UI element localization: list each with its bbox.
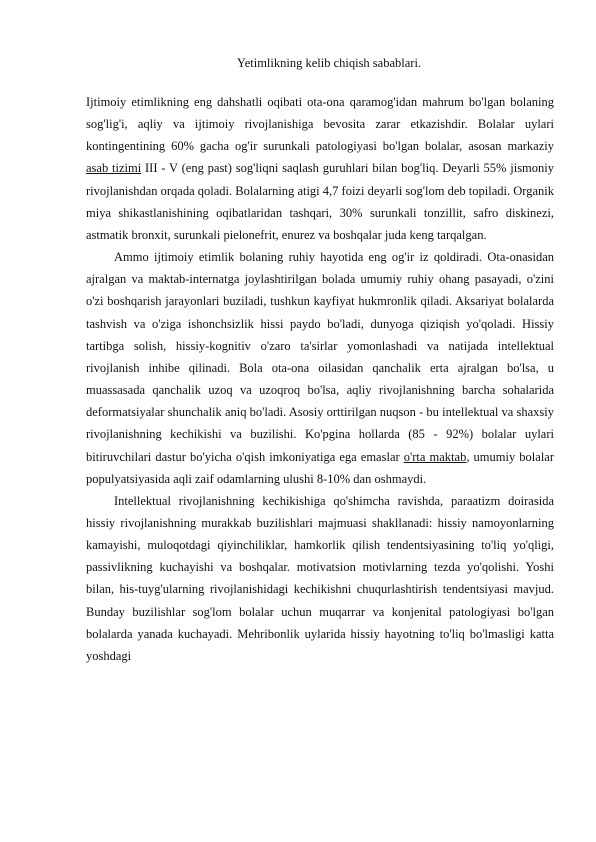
paragraph-text: , umumiy bolalar populyatsiyasida aqli zaif odamlarning ulushi 8-10% dan oshmaydi. (86, 449, 554, 486)
paragraph-1 (86, 91, 554, 246)
paragraph-text: III - V (eng past) sog'liqni saqlash guruhlari bilan bog'liq. Deyarli 55% jismoniy rivojlanishdan orqada qoladi. Bolalarning atigi 4,7 foizi deyarli sog'lom deb topiladi. Organik miya shikastlanishining oqibatlaridan tashqari, 30% surunkali tonzillit, safro diskinezi, astmatik bronxit, surunkali pielonefrit, enurez va boshqalar juda keng tarqalgan. (86, 161, 555, 242)
paragraph-text: Intellektual rivojlanishning kechikishiga qo'shimcha ravishda, paraatizm doirasida hissiy rivojlanishning murakkab buzilishlari majmuasi shakllanadi: hissiy namoyonlarning kamayishi, muloqotdagi qiyinchiliklar, hamkorlik qilish tendentsiyasining to'liq yo'qligi, passivlikning kuchayishi va boshqalar. motivatsion motivlarning tezda yo'qolishi. Yoshi bilan, his-tuyg'ularning rivojlanishidagi kechikishni chuqurlashtirish tendentsiyasi mavjud. Bunday buzilishlar sog'lom bolalar uchun muqarrar va konjenital patologiyasi bo'lgan bolalarda yanada kuchayadi. Mehribonlik uylarida hissiy hayotning to'liq bo'lmasligi katta yoshdagi (86, 493, 554, 663)
paragraph-3 (86, 490, 554, 667)
document-page (86, 52, 554, 667)
paragraph-text: Ijtimoiy etimlikning eng dahshatli oqibati ota-ona qaramog'idan mahrum bo'lgan bolaning sog'lig'i, aqliy va ijtimoiy rivojlanishiga bevosita zarar etkazishdir. Bolalar uylari kontingentining 60% gacha og'ir surunkali patologiyasi bo'lgan bolalar, asosan markaziy (86, 95, 554, 154)
paragraph-text: Ammo ijtimoiy etimlik bolaning ruhiy hayotida eng og'ir iz qoldiradi. Ota-onasidan ajralgan va maktab-internatga joylashtirilgan bolada umumiy ruhiy ohang pasayadi, o'zini o'zi boshqarish jarayonlari buziladi, tushkun kayfiyat hukmronlik qiladi. Aksariyat bolalarda tashvish va o'ziga ishonchsizlik hissi paydo bo'ladi, dunyoga qiziqish yo'qoladi. Hissiy tartibga solish, hissiy-kognitiv o'zaro ta'sirlar yomonlashadi va natijada intellektual rivojlanish inhibe qilinadi. Bola ota-ona oilasidan qanchalik erta ajralgan bo'lsa, u muassasada qanchalik uzoq va uzoqroq bo'lsa, aqliy rivojlanishning barcha sohalarida deformatsiyalar shunchalik aniq bo'ladi. Asosiy orttirilgan nuqson - bu intellektual va shaxsiy rivojlanishning kechikishi va buzilishi. Ko'pgina hollarda (85 - 92%) bolalar uylari bitiruvchilari dastur bo'yicha o'qish imkoniyatiga ega emaslar (86, 250, 554, 464)
paragraph-2 (86, 246, 554, 490)
link-orta-maktab[interactable]: o'rta maktab (403, 449, 467, 464)
link-asab-tizimi[interactable]: asab tizimi (86, 161, 142, 176)
document-title: Yetimlikning kelib chiqish sabablari. (236, 56, 422, 70)
